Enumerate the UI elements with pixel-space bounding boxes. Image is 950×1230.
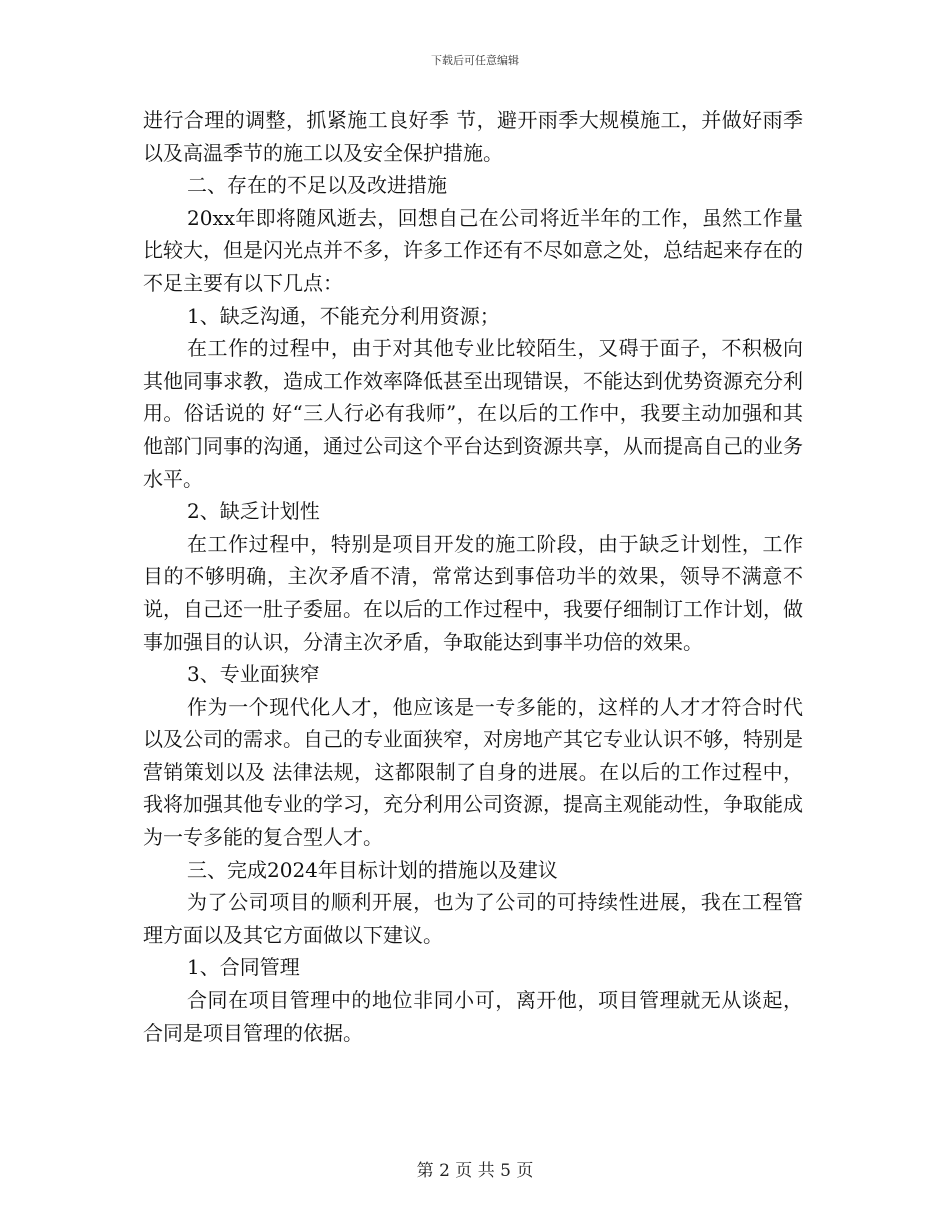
subsection-heading: 3、专业面狭窄 (187, 662, 320, 687)
subsection-heading: 2、缺乏计划性 (187, 499, 320, 524)
subsection-heading: 1、合同管理 (187, 955, 300, 980)
paragraph: 进行合理的调整，抓紧施工良好季 节，避开雨季大规模施工，并做好雨季以及高温季节的施工以及安全保护措施。 (143, 108, 803, 165)
section-heading: 二、存在的不足以及改进措施 (187, 173, 447, 198)
paragraph: 20xx年即将随风逝去，回想自己在公司将近半年的工作，虽然工作量比较大，但是闪光点并不多，许多工作还有不尽如意之处，总结起来存在的不足主要有以下几点： (143, 205, 803, 295)
paragraph: 在工作的过程中，由于对其他专业比较陌生，又碍于面子，不积极向其他同事求教，造成工作效率降低甚至出现错误，不能达到优势资源充分利用。俗话说的 好“三人行必有我师”，在以后的工作中，我要主动加强和其他部门同事的沟通，通过公司这个平台达到资源共享，从而提高自己的业务水平。 (143, 336, 803, 491)
subsection-heading: 1、缺乏沟通，不能充分利用资源； (187, 303, 500, 328)
page-header-note: 下载后可任意编辑 (431, 54, 519, 67)
paragraph: 在工作过程中，特别是项目开发的施工阶段，由于缺乏计划性，工作目的不够明确，主次矛盾不清，常常达到事倍功半的效果，领导不满意不说，自己还一肚子委屈。在以后的工作过程中，我要仔细制订工作计划，做事加强目的认识，分清主次矛盾，争取能达到事半功倍的效果。 (143, 531, 803, 654)
section-heading: 三、完成2024年目标计划的措施以及建议 (187, 857, 558, 882)
page-number: 第 2 页 共 5 页 (416, 1161, 534, 1181)
paragraph: 为了公司项目的顺利开展，也为了公司的可持续性进展，我在工程管理方面以及其它方面做以下建议。 (143, 890, 803, 947)
paragraph: 作为一个现代化人才，他应该是一专多能的，这样的人才才符合时代以及公司的需求。自己的专业面狭窄，对房地产其它专业认识不够，特别是营销策划以及 法律法规，这都限制了自身的进展。在以后的工作过程中，我将加强其他专业的学习，充分利用公司资源，提高主观能动性，争取能成为一专多能的复合型人才。 (143, 694, 803, 850)
document-body (143, 104, 803, 1049)
paragraph: 合同在项目管理中的地位非同小可，离开他，项目管理就无从谈起，合同是项目管理的依据。 (143, 988, 803, 1045)
